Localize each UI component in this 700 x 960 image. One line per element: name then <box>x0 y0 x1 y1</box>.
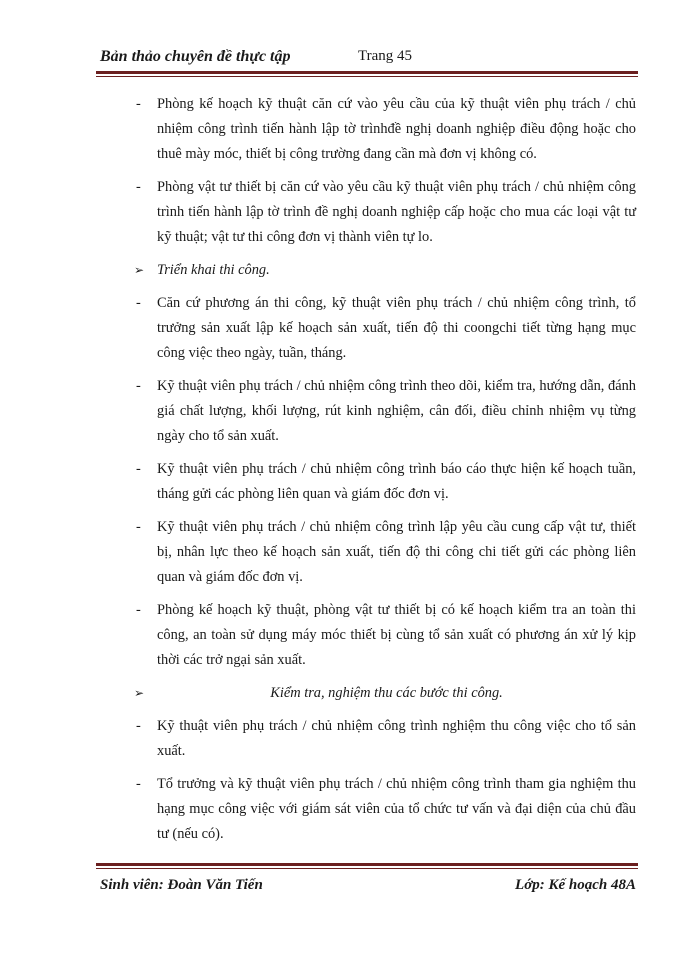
heading-text: Kiểm tra, nghiệm thu các bước thi công. <box>270 685 503 701</box>
paragraph-text: Phòng vật tư thiết bị căn cứ vào yêu cầu kỹ thuật viên phụ trách / chủ nhiệm công trình tiến hành lập tờ trình đề nghị doanh nghiệp cấp hoặc cho mua các loại vật tư kỹ thuật; vật tư thi công đơn vị thành viên tự lo. <box>157 179 636 245</box>
page-header <box>100 44 640 70</box>
section-heading <box>136 681 636 706</box>
dash-marker: - <box>136 602 141 618</box>
paragraph-text: Kỹ thuật viên phụ trách / chủ nhiệm công trình theo dõi, kiểm tra, hướng dẫn, đánh giá chất lượng, khối lượng, rút kinh nghiệm, cân đối, điều chỉnh nhiệm vụ từng ngày cho tổ sản xuất. <box>157 378 636 444</box>
list-item <box>136 92 636 167</box>
list-item <box>136 374 636 449</box>
dash-marker: - <box>136 776 141 792</box>
list-item <box>136 515 636 590</box>
dash-marker: - <box>136 179 141 195</box>
dash-marker: - <box>136 718 141 734</box>
arrow-bullet-icon: ➢ <box>134 263 145 277</box>
list-item <box>136 175 636 250</box>
header-title: Bản thảo chuyên đề thực tập <box>100 48 291 65</box>
dash-marker: - <box>136 461 141 477</box>
class-name: Lớp: Kế hoạch 48A <box>515 877 636 893</box>
paragraph-text: Kỹ thuật viên phụ trách / chủ nhiệm công trình nghiệm thu công việc cho tổ sản xuất. <box>157 718 636 759</box>
paragraph-text: Phòng kế hoạch kỹ thuật căn cứ vào yêu cầu của kỹ thuật viên phụ trách / chủ nhiệm công trình tiến hành lập tờ trìnhđề nghị doanh nghiệp điều động hoặc cho thuê mày móc, thiết bị công trường đang cần mà đơn vị không có. <box>157 96 636 162</box>
heading-text: Triển khai thi công. <box>157 262 270 278</box>
list-item <box>136 457 636 507</box>
paragraph-text: Tổ trưởng và kỹ thuật viên phụ trách / chủ nhiệm công trình tham gia nghiệm thu hạng mục công việc với giám sát viên của tổ chức tư vấn và đại diện của chủ đầu tư (nếu có). <box>157 776 636 842</box>
dash-marker: - <box>136 96 141 112</box>
list-item <box>136 598 636 673</box>
page-number: Trang 45 <box>358 48 413 64</box>
dash-marker: - <box>136 519 141 535</box>
list-item <box>136 291 636 366</box>
paragraph-text: Kỹ thuật viên phụ trách / chủ nhiệm công trình báo cáo thực hiện kế hoạch tuần, tháng gửi các phòng liên quan và giám đốc đơn vị. <box>157 461 636 502</box>
dash-marker: - <box>136 295 141 311</box>
header-rule <box>96 71 638 77</box>
list-item <box>136 772 636 847</box>
document-body <box>136 92 636 847</box>
section-heading <box>136 258 636 283</box>
dash-marker: - <box>136 378 141 394</box>
footer-rule <box>96 863 638 869</box>
paragraph-text: Căn cứ phương án thi công, kỹ thuật viên phụ trách / chủ nhiệm công trình, tổ trưởng sản xuất lập kế hoạch sản xuất, tiến độ thi coongchi tiết từng hạng mục công việc theo ngày, tuần, tháng. <box>157 295 636 361</box>
paragraph-text: Kỹ thuật viên phụ trách / chủ nhiệm công trình lập yêu cầu cung cấp vật tư, thiết bị, nhân lực theo kế hoạch sản xuất, tiến độ thi công chi tiết gửi các phòng liên quan và giám đốc đơn vị. <box>157 519 636 585</box>
arrow-bullet-icon: ➢ <box>134 686 145 700</box>
page-footer <box>100 877 636 901</box>
student-name: Sinh viên: Đoàn Văn Tiến <box>100 877 263 893</box>
list-item <box>136 714 636 764</box>
paragraph-text: Phòng kế hoạch kỹ thuật, phòng vật tư thiết bị có kế hoạch kiểm tra an toàn thi công, an toàn sử dụng máy móc thiết bị cùng tổ sản xuất có phương án xử lý kịp thời các trở ngại sản xuất. <box>157 602 636 668</box>
